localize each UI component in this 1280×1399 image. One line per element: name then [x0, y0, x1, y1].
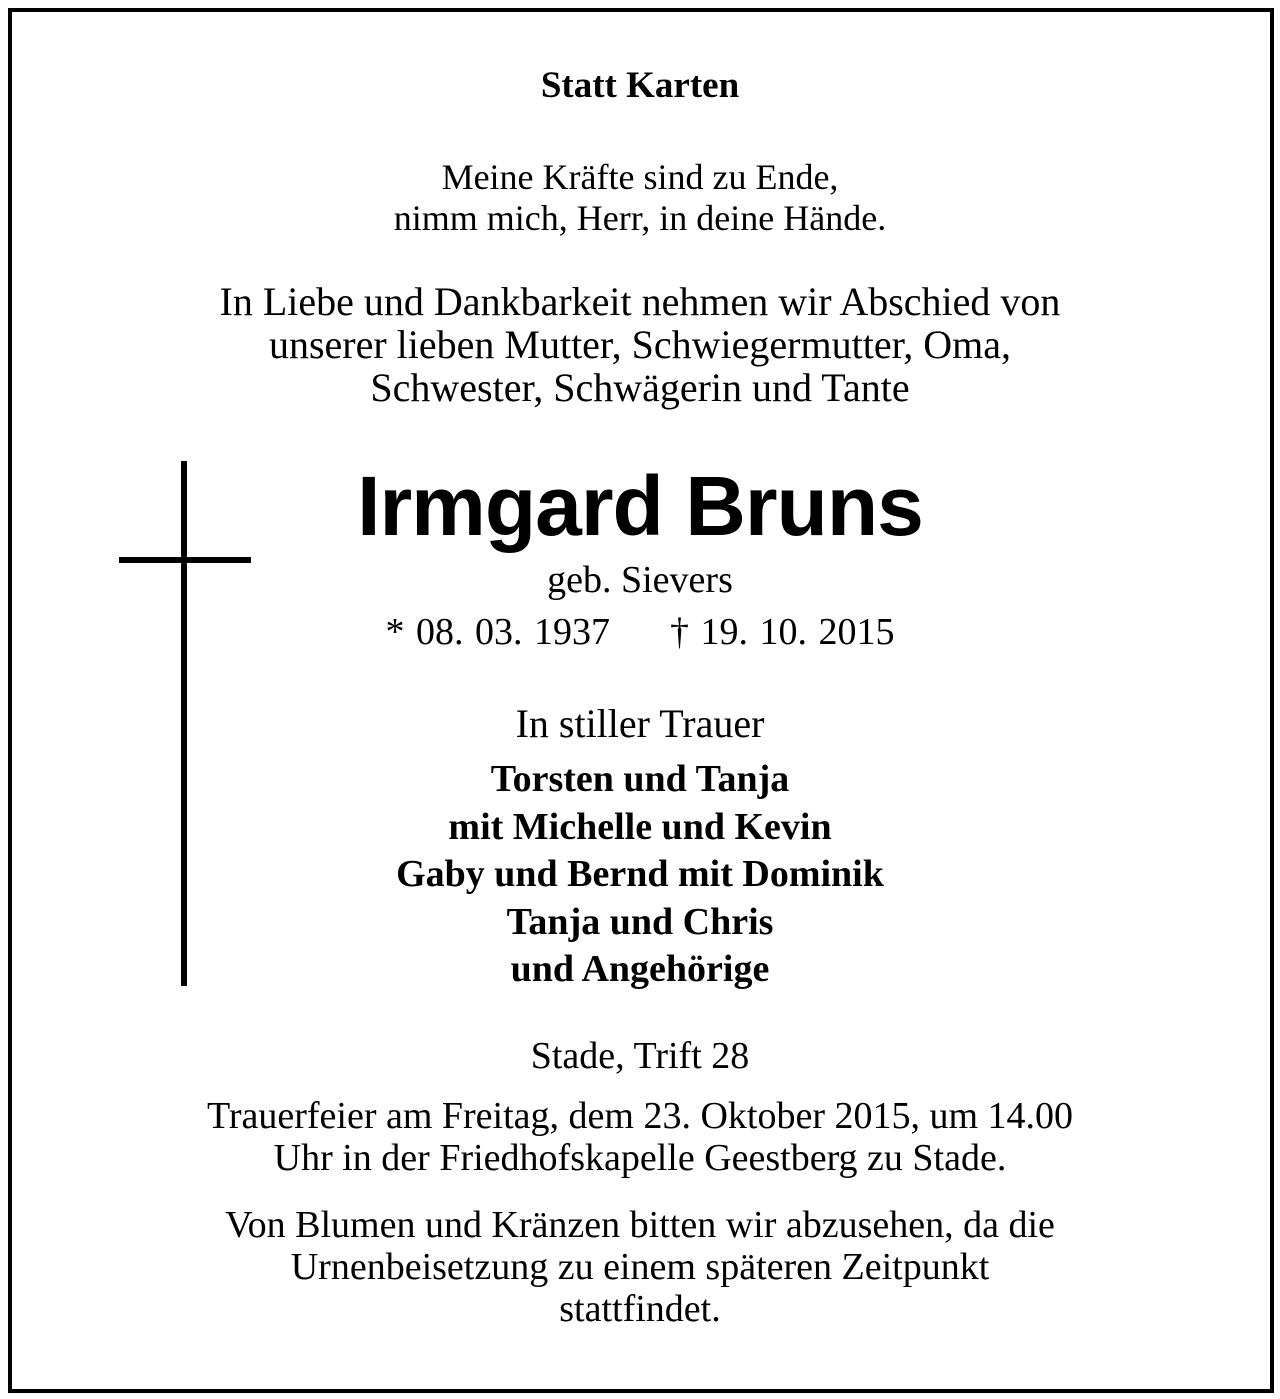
flowers-line: Urnenbeisetzung zu einem späteren Zeitpunkt: [290, 1246, 990, 1288]
deceased-name: Irmgard Bruns: [357, 459, 923, 553]
mourner-line: und Angehörige: [510, 948, 770, 990]
birth-date: * 08. 03. 1937: [385, 611, 610, 653]
mourner-line: Tanja und Chris: [506, 900, 774, 943]
address: Stade, Trift 28: [530, 1035, 750, 1077]
maiden-name: geb. Sievers: [547, 559, 733, 601]
statt-karten-heading: Statt Karten: [540, 65, 740, 106]
flowers-line: stattfindet.: [559, 1288, 721, 1330]
mourning-heading: In stiller Trauer: [515, 701, 765, 746]
life-dates: [0, 610, 1280, 654]
farewell-intro: [0, 280, 1280, 409]
mourners-list: [0, 756, 1280, 994]
service-info: [0, 1095, 1280, 1179]
verse-line: Meine Kräfte sind zu Ende,: [441, 157, 839, 197]
verse-line: nimm mich, Herr, in deine Hände.: [393, 198, 887, 238]
intro-line: unserer lieben Mutter, Schwiegermutter, Oma,: [268, 322, 1012, 367]
service-line: Trauerfeier am Freitag, dem 23. Oktober 2015, um 14.00: [206, 1095, 1074, 1137]
mourner-line: mit Michelle und Kevin: [448, 805, 832, 848]
intro-line: Schwester, Schwägerin und Tante: [370, 365, 910, 410]
mourner-line: Gaby und Bernd mit Dominik: [396, 853, 884, 895]
flowers-line: Von Blumen und Kränzen bitten wir abzusehen, da die: [225, 1204, 1055, 1246]
service-line: Uhr in der Friedhofskapelle Geestberg zu Stade.: [273, 1137, 1007, 1179]
death-date: † 19. 10. 2015: [670, 611, 895, 653]
verse: [0, 157, 1280, 239]
mourner-line: Torsten und Tanja: [490, 758, 790, 800]
intro-line: In Liebe und Dankbarkeit nehmen wir Abschied von: [219, 279, 1061, 324]
flowers-note: [0, 1204, 1280, 1330]
